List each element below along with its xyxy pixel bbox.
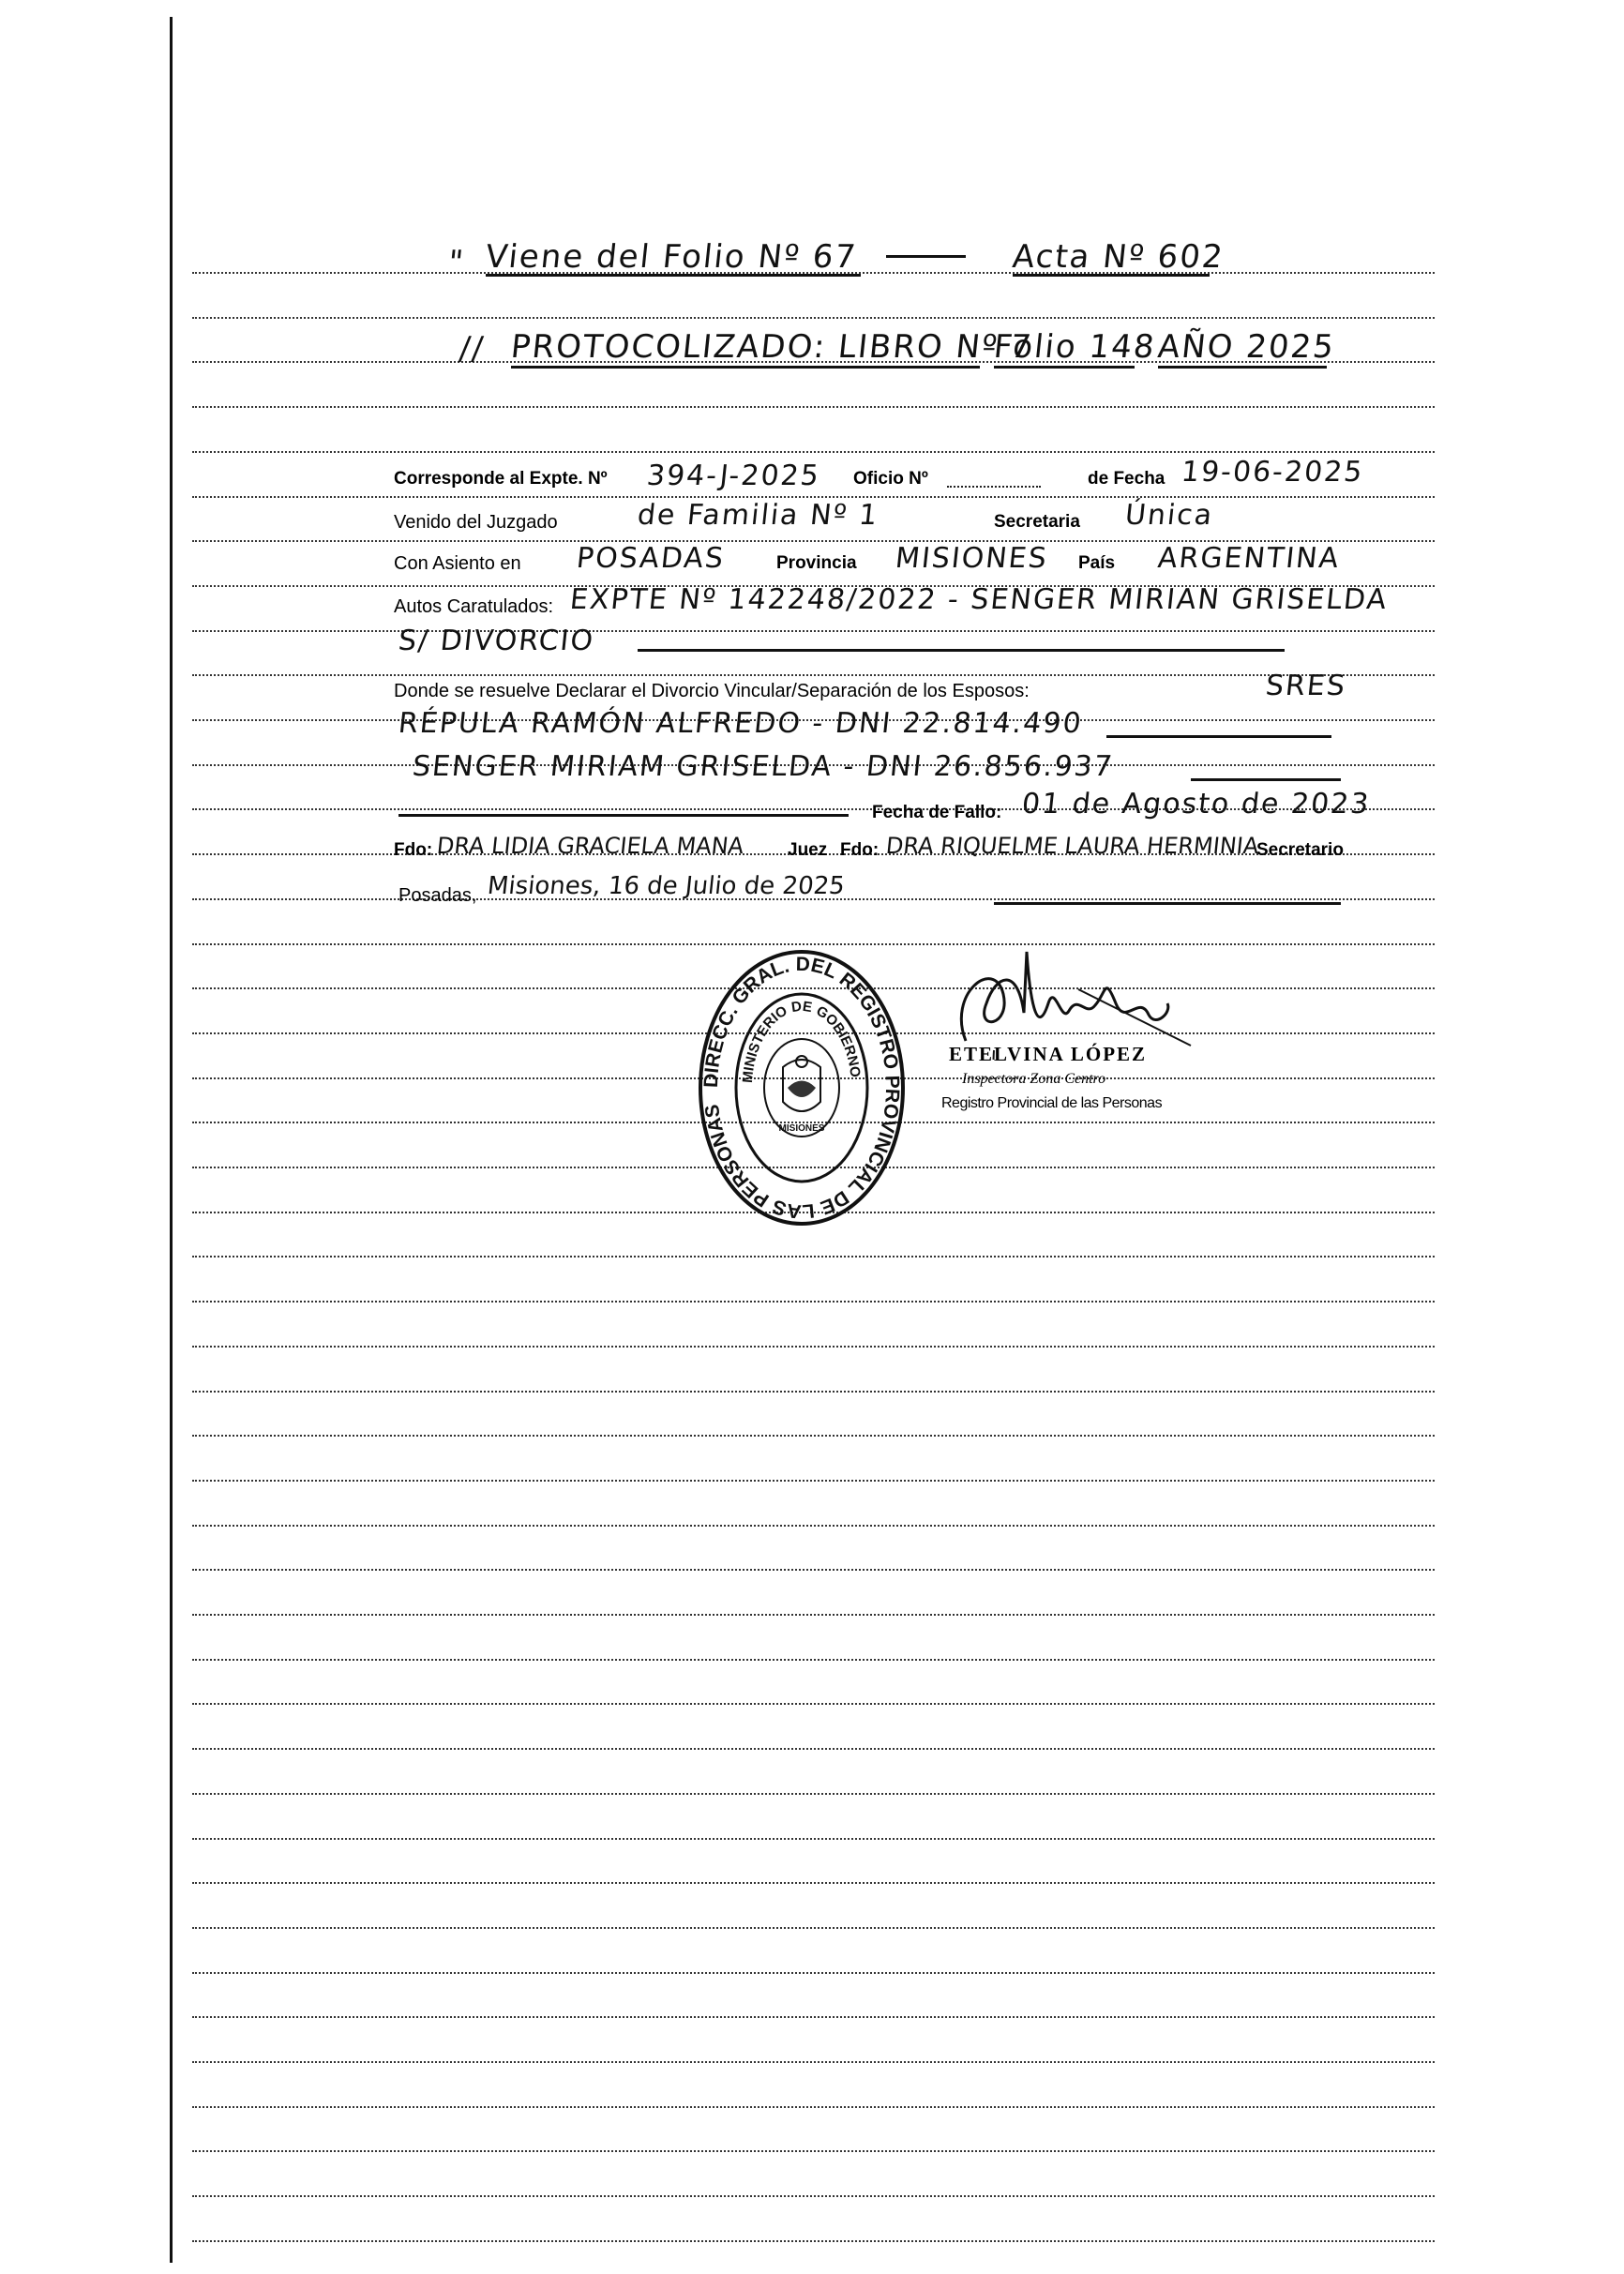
label-con-asiento: Con Asiento en xyxy=(394,553,521,574)
ruled-line xyxy=(192,1301,1435,1303)
folio-number: Folio 148 xyxy=(991,328,1158,366)
header-dash xyxy=(886,255,966,258)
oficio-fecha: 19-06-2025 xyxy=(1180,456,1366,489)
secretaria: Única xyxy=(1123,499,1216,532)
autos-caratulados: EXPTE Nº 142248/2022 - SENGER MIRIAN GRISELDA xyxy=(568,583,1390,616)
ruled-line xyxy=(192,406,1435,408)
label-donde-se-resuelve: Donde se resuelve Declarar el Divorcio Vincular/Separación de los Esposos: xyxy=(394,681,1030,701)
esposa-line xyxy=(1191,778,1341,781)
label-corresponde-expte: Corresponde al Expte. Nº xyxy=(394,469,608,489)
acta-underline xyxy=(1013,274,1210,277)
esposa: SENGER MIRIAM GRISELDA - DNI 26.856.937 xyxy=(411,750,1116,783)
label-juez: Juez xyxy=(788,840,828,860)
lugar-fecha: Misiones, 16 de Julio de 2025 xyxy=(486,872,847,900)
ruled-line xyxy=(192,1391,1435,1393)
ruled-line xyxy=(192,1927,1435,1929)
autos-cont-line xyxy=(638,649,1285,652)
label-fdo-secretario: Fdo: xyxy=(840,840,880,860)
esposo-line xyxy=(1106,735,1331,738)
label-pais: País xyxy=(1078,553,1116,573)
ruled-line xyxy=(192,1703,1435,1705)
ruled-line xyxy=(192,1793,1435,1795)
ruled-line xyxy=(192,1838,1435,1840)
sres: SRES xyxy=(1264,670,1348,702)
signature-block xyxy=(938,938,1219,1135)
viene-del-folio: Viene del Folio Nº 67 xyxy=(483,238,860,276)
ruled-line xyxy=(192,2061,1435,2063)
ruled-line xyxy=(192,1525,1435,1527)
label-provincia: Provincia xyxy=(776,553,857,573)
header-prefix-1: " xyxy=(445,244,467,281)
label-fecha-fallo: Fecha de Fallo: xyxy=(872,803,1002,822)
ruled-line xyxy=(192,943,1435,945)
ruled-line xyxy=(192,1480,1435,1482)
autos-continuacion: S/ DIVORCIO xyxy=(397,625,596,657)
viene-underline xyxy=(486,274,861,277)
ruled-line xyxy=(192,2150,1435,2152)
fecha-fallo: 01 de Agosto de 2023 xyxy=(1020,788,1373,821)
ruled-line xyxy=(192,1569,1435,1571)
signatory-title: Inspectora Zona Centro xyxy=(962,1071,1106,1087)
label-secretario: Secretario xyxy=(1256,840,1344,860)
juzgado: de Familia Nº 1 xyxy=(636,499,881,532)
expte-number: 394-J-2025 xyxy=(645,459,822,492)
signatory-name: ETELVINA LÓPEZ xyxy=(949,1043,1148,1065)
ruled-line xyxy=(192,1882,1435,1884)
label-fdo-juez: Fdo: xyxy=(394,840,433,860)
oficio-blank xyxy=(947,486,1041,488)
provincia: MISIONES xyxy=(894,542,1050,575)
ruled-line xyxy=(192,496,1435,498)
esposo: RÉPULA RAMÓN ALFREDO - DNI 22.814.490 xyxy=(397,707,1085,740)
ruled-line xyxy=(192,674,1435,676)
handwritten-signature-icon xyxy=(938,938,1219,1060)
fecha-fallo-line xyxy=(398,814,849,817)
label-secretaria: Secretaria xyxy=(994,512,1080,532)
ruled-line xyxy=(192,1614,1435,1616)
ruled-line xyxy=(192,1435,1435,1437)
label-de-fecha: de Fecha xyxy=(1088,469,1165,489)
signatory-office: Registro Provincial de las Personas xyxy=(941,1095,1163,1111)
ruled-line xyxy=(192,1256,1435,1257)
ruled-line xyxy=(192,2016,1435,2018)
protocolizado-underline xyxy=(511,366,980,369)
label-autos-caratulados: Autos Caratulados: xyxy=(394,596,554,617)
header-prefix-2: // xyxy=(457,330,488,368)
coat-of-arms-icon xyxy=(783,1056,820,1111)
ruled-line xyxy=(192,1659,1435,1661)
seal-outer-text: DIRECC. GRAL. DEL REGISTRO PROVINCIAL DE LAS PERSONAS xyxy=(699,953,904,1223)
seal-graphic xyxy=(694,947,910,1228)
asiento: POSADAS xyxy=(575,542,727,575)
ruled-line xyxy=(192,317,1435,319)
secretario-nombre: DRA RIQUELME LAURA HERMINIA xyxy=(884,833,1260,859)
ruled-line xyxy=(192,1748,1435,1750)
ruled-line xyxy=(192,2240,1435,2242)
seal-center-text: MISIONES xyxy=(778,1123,825,1134)
ruled-line xyxy=(192,451,1435,453)
ruled-line xyxy=(192,1972,1435,1974)
anio: AÑO 2025 xyxy=(1155,328,1337,366)
ruled-line xyxy=(192,2195,1435,2197)
seal-inner-text: MINISTERIO DE GOBIERNO xyxy=(739,998,864,1084)
ruled-line xyxy=(192,1346,1435,1348)
pais: ARGENTINA xyxy=(1156,542,1342,575)
label-oficio: Oficio Nº xyxy=(853,469,928,489)
posadas-line xyxy=(994,902,1341,905)
protocolizado-libro: PROTOCOLIZADO: LIBRO Nº 7 xyxy=(508,328,1035,366)
ruled-line xyxy=(192,630,1435,632)
label-posadas: Posadas, xyxy=(398,885,477,906)
ruled-line xyxy=(192,2106,1435,2108)
folio-underline xyxy=(994,366,1135,369)
acta-number: Acta Nº 602 xyxy=(1010,238,1226,276)
juez-nombre: DRA LIDIA GRACIELA MANA xyxy=(435,833,745,859)
anio-underline xyxy=(1158,366,1327,369)
left-margin-line xyxy=(170,17,173,2263)
label-venido-juzgado: Venido del Juzgado xyxy=(394,512,558,533)
official-seal xyxy=(694,947,910,1228)
